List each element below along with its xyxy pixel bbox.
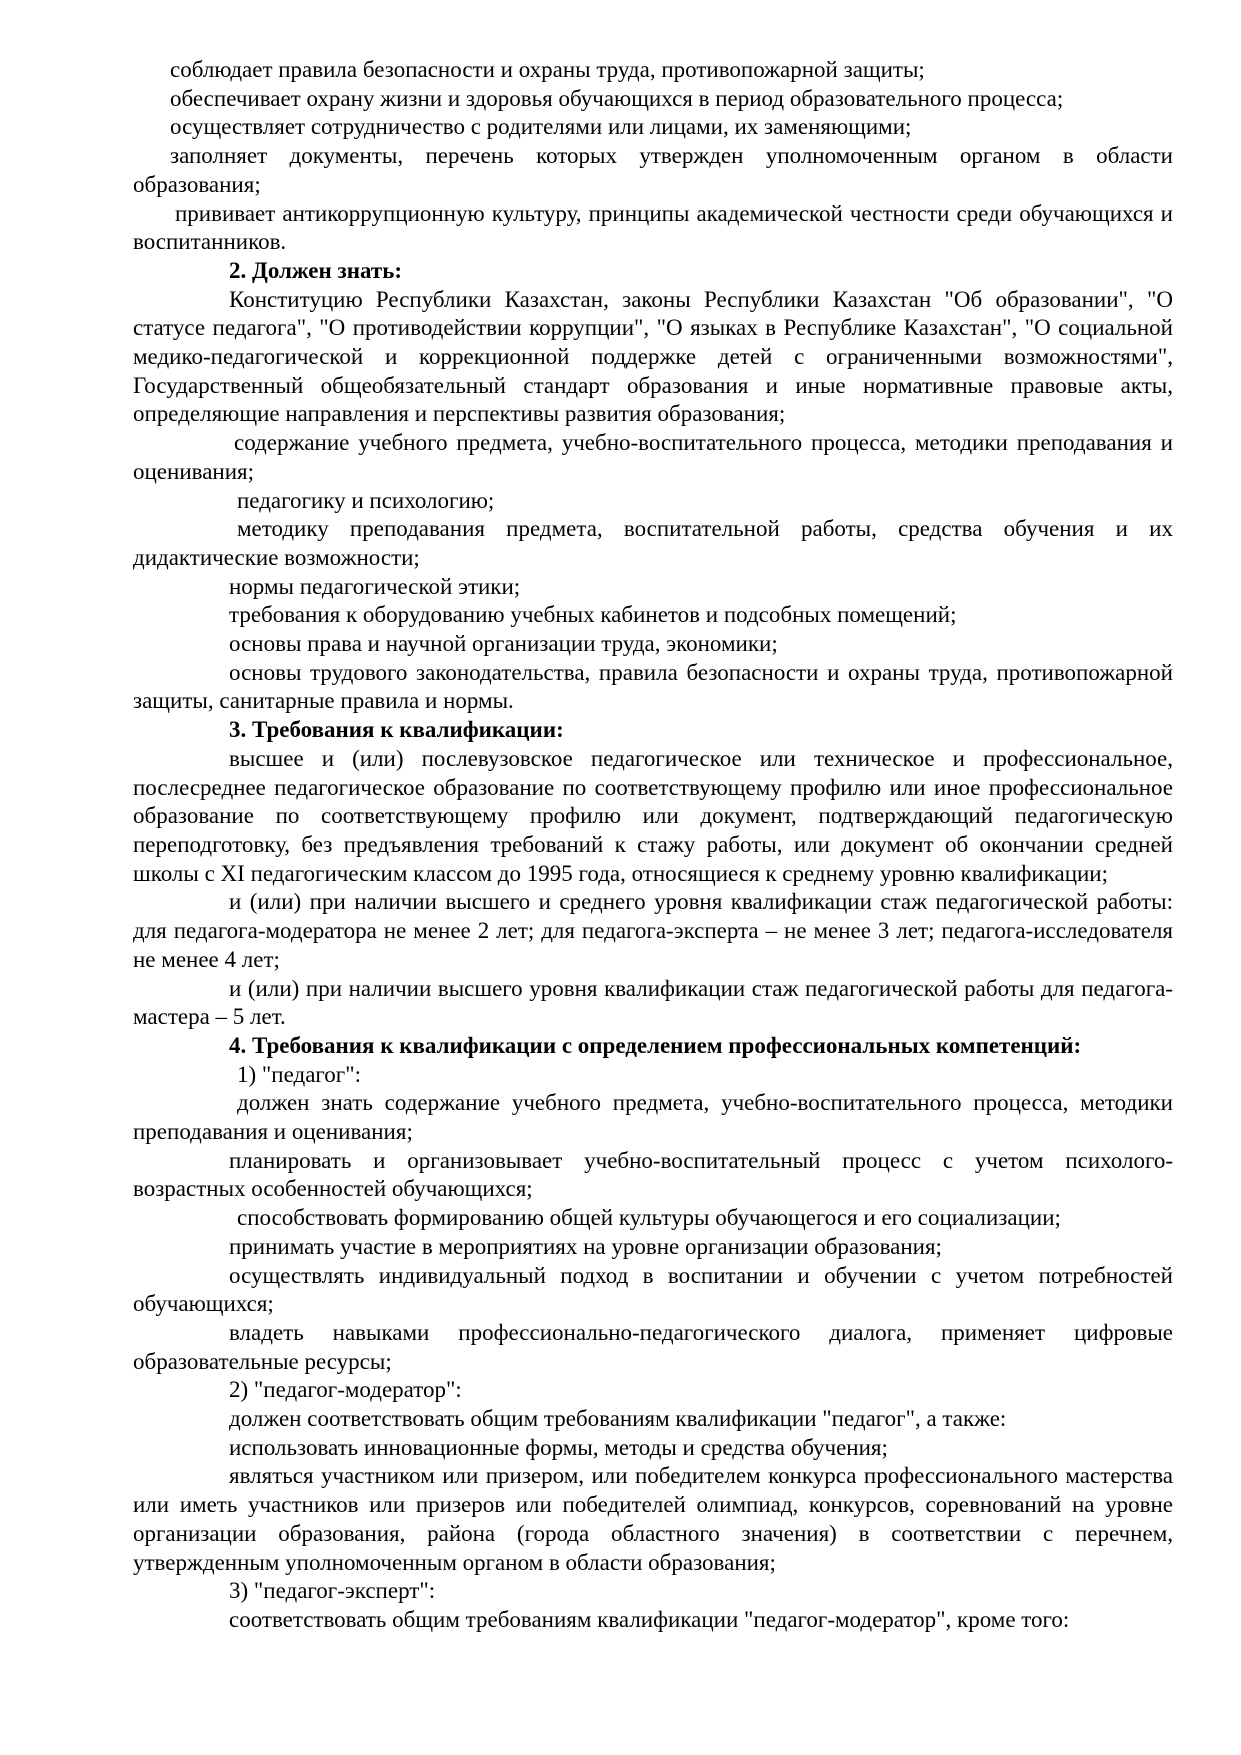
document-page — [133, 56, 1173, 1635]
paragraph: осуществляет сотрудничество с родителями или лицами, их заменяющими; — [170, 114, 912, 140]
paragraph: требования к оборудованию учебных кабинетов и подсобных помещений; — [229, 602, 957, 628]
paragraph: соблюдает правила безопасности и охраны труда, противопожарной защиты; — [170, 57, 925, 82]
paragraph: являться участником или призером, или победителем конкурса профессионального мастерства или иметь участников или призеров или победителей олимпиад, конкурсов, соревнований на уровне организации образования, района (города областного значения) в соответствии с перечнем, утвержденным уполномоченным органом в области образования; — [133, 1463, 1173, 1575]
paragraph: 1) "педагог": — [237, 1061, 361, 1087]
paragraph: заполняет документы, перечень которых утвержден уполномоченным органом в области образования; — [133, 143, 1173, 197]
paragraph: 3) "педагог-эксперт": — [229, 1578, 436, 1604]
paragraph: высшее и (или) послевузовское педагогическое или техническое и профессиональное, послесреднее педагогическое образование по соответствующему профилю или иное профессиональное образование по соответствующему профилю или документ, подтверждающий педагогическую переподготовку, без предъявления требований к стажу работы, или документ об окончании средней школы с XI педагогическим классом до 1995 года, относящиеся к среднему уровню квалификации; — [133, 745, 1173, 886]
paragraph: педагогику и психологию; — [237, 487, 495, 513]
paragraph: владеть навыками профессионально-педагогического диалога, применяет цифровые образовательные ресурсы; — [133, 1319, 1173, 1374]
paragraph: и (или) при наличии высшего и среднего уровня квалификации стаж педагогической работы: для педагога-модератора не менее 2 лет; для педагога-эксперта – не менее 3 лет; педагога-исследователя не менее 4 лет; — [133, 889, 1173, 972]
paragraph: методику преподавания предмета, воспитательной работы, средства обучения и их дидактические возможности; — [133, 516, 1173, 570]
paragraph: прививает антикоррупционную культуру, принципы академической честности среди обучающихся и воспитанников. — [133, 200, 1173, 255]
paragraph: принимать участие в мероприятиях на уровне организации образования; — [229, 1233, 942, 1259]
paragraph: соответствовать общим требованиям квалификации "педагог-модератор", кроме того: — [229, 1606, 1070, 1632]
paragraph: содержание учебного предмета, учебно-воспитательного процесса, методики преподавания и оценивания; — [133, 430, 1173, 484]
paragraph: обеспечивает охрану жизни и здоровья обучающихся в период образовательного процесса; — [170, 85, 1064, 111]
paragraph: 2) "педагог-модератор": — [229, 1377, 462, 1403]
paragraph: способствовать формированию общей культуры обучающегося и его социализации; — [237, 1205, 1061, 1231]
paragraph: Конституцию Республики Казахстан, законы Республики Казахстан "Об образовании", "О статусе педагога", "О противодействии коррупции", "О языках в Республике Казахстан", "О социальной медико-педагогической и коррекционной поддержке детей с ограниченными возможностями", Государственный общеобязательный стандарт образования и иные нормативные правовые акты, определяющие направления и перспективы развития образования; — [133, 286, 1173, 427]
paragraph: основы права и научной организации труда, экономики; — [229, 631, 778, 657]
paragraph: должен знать содержание учебного предмета, учебно-воспитательного процесса, методики преподавания и оценивания; — [133, 1090, 1173, 1145]
paragraph: нормы педагогической этики; — [229, 573, 521, 599]
paragraph: должен соответствовать общим требованиям квалификации "педагог", а также: — [229, 1406, 1007, 1432]
paragraph: основы трудового законодательства, правила безопасности и охраны труда, противопожарной защиты, санитарные правила и нормы. — [133, 659, 1173, 714]
paragraph: использовать инновационные формы, методы и средства обучения; — [229, 1434, 888, 1460]
paragraph: и (или) при наличии высшего уровня квалификации стаж педагогической работы для педагога-мастера – 5 лет. — [133, 975, 1173, 1030]
paragraph: осуществлять индивидуальный подход в воспитании и обучении с учетом потребностей обучающихся; — [133, 1262, 1173, 1317]
section-heading: 3. Требования к квалификации: — [229, 717, 564, 743]
section-heading: 2. Должен знать: — [229, 257, 403, 283]
section-heading: 4. Требования к квалификации с определением профессиональных компетенций: — [229, 1032, 1082, 1058]
paragraph: планировать и организовывает учебно-воспитательный процесс с учетом психолого-возрастных особенностей обучающихся; — [133, 1147, 1173, 1202]
